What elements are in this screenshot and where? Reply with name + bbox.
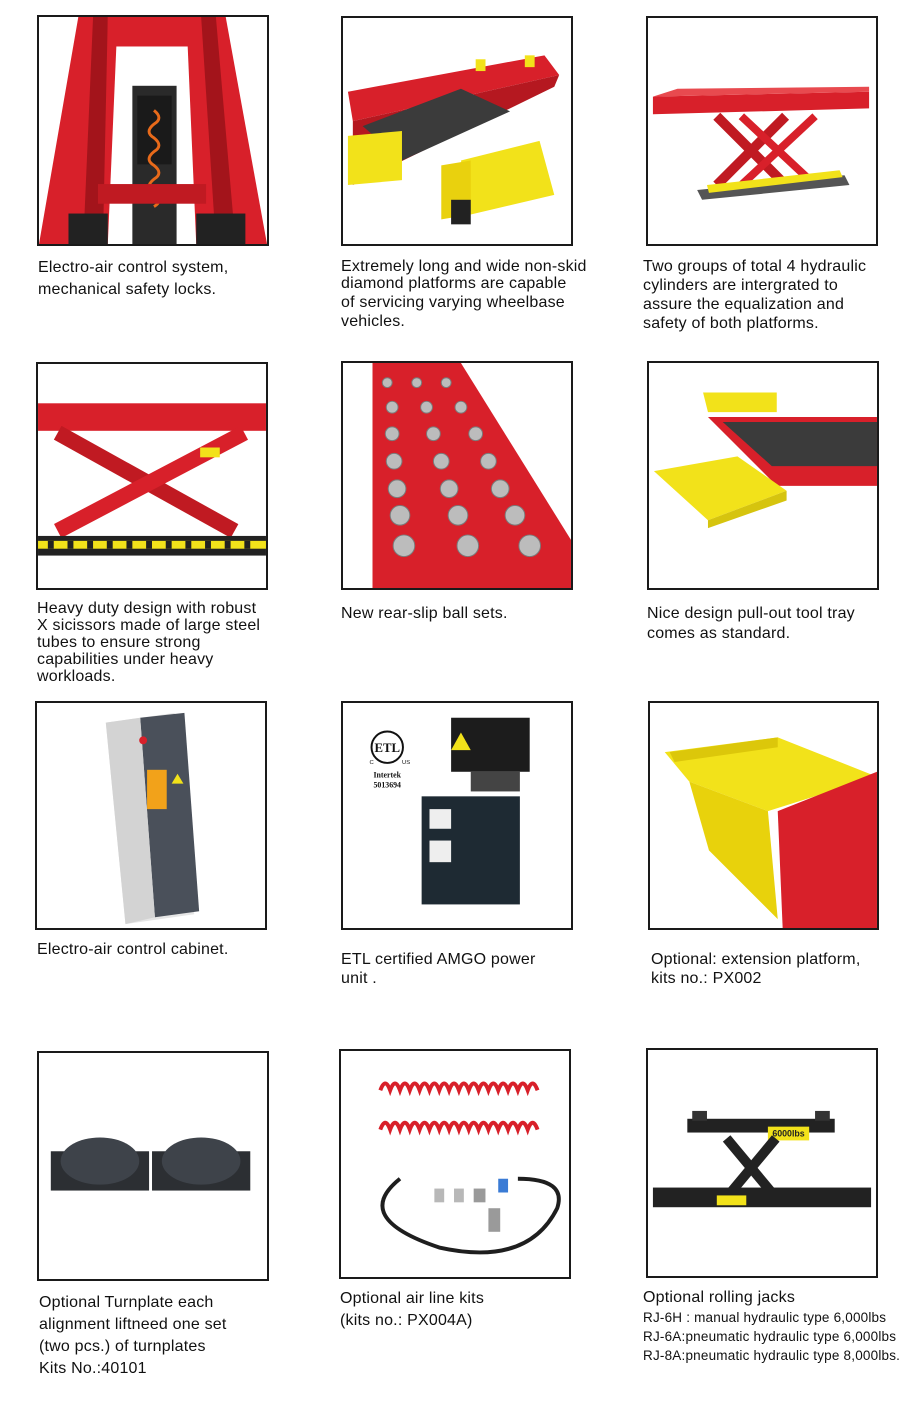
caption-line: safety of both platforms. [643, 315, 819, 332]
etl-number-text: 5013694 [373, 780, 401, 790]
caption-line: Optional air line kits [340, 1290, 485, 1307]
caption-line: kits no.: PX002 [651, 970, 762, 987]
caption-control-system [38, 258, 228, 299]
power-unit-photo [341, 701, 573, 930]
caption-power-unit [341, 950, 536, 988]
tool-tray-photo [647, 361, 879, 590]
diamond-platform-photo [341, 16, 573, 246]
caption-line: workloads. [37, 668, 116, 685]
caption-line: alignment liftneed one set [39, 1316, 227, 1333]
caption-turnplate [39, 1292, 227, 1379]
caption-line: ETL certified AMGO power [341, 951, 536, 968]
etl-c-text: C [369, 759, 374, 766]
caption-line: diamond platforms are capable [341, 275, 567, 292]
caption-hydraulic-cylinders [643, 258, 866, 332]
caption-line: comes as standard. [647, 625, 791, 642]
caption-air-line-kits [340, 1288, 484, 1331]
caption-ball-sets [341, 604, 508, 623]
rear-slip-ball-photo [341, 361, 573, 590]
scissor-lift-control-photo [37, 15, 269, 246]
control-cabinet-photo [35, 701, 267, 930]
caption-line: Nice design pull-out tool tray [647, 605, 855, 622]
caption-line: Extremely long and wide non-skid [341, 258, 587, 275]
caption-line: New rear-slip ball sets. [341, 605, 508, 622]
caption-control-cabinet [37, 940, 228, 959]
caption-line: assure the equalization and [643, 296, 845, 313]
caption-line: Heavy duty design with robust [37, 600, 257, 617]
caption-tool-tray [647, 604, 855, 643]
x-scissors-photo [36, 362, 268, 590]
caption-line: Electro-air control cabinet. [37, 941, 229, 958]
caption-line: unit . [341, 970, 377, 987]
etl-intertek-text: Intertek [373, 770, 401, 780]
caption-line: Optional: extension platform, [651, 951, 861, 968]
jack-spec-line: RJ-6A:pneumatic hydraulic type 6,000lbs [643, 1329, 897, 1344]
caption-long-platforms [341, 258, 587, 330]
rolling-jack-photo [646, 1048, 878, 1278]
scissor-lift-side-photo [646, 16, 878, 246]
caption-line: mechanical safety locks. [38, 281, 217, 298]
caption-line: Optional Turnplate each [39, 1294, 214, 1311]
jack-spec-line: RJ-6H : manual hydraulic type 6,000lbs [643, 1310, 887, 1325]
caption-heavy-duty [37, 600, 260, 685]
caption-line: Electro-air control system, [38, 259, 229, 276]
caption-line: capabilities under heavy [37, 651, 214, 668]
jack-spec-line: RJ-8A:pneumatic hydraulic type 8,000lbs. [643, 1348, 901, 1363]
caption-rolling-jacks [643, 1287, 900, 1365]
caption-line: tubes to ensure strong [37, 634, 201, 651]
caption-line: of servicing varying wheelbase [341, 294, 565, 311]
caption-line: vehicles. [341, 313, 406, 330]
etl-logo-text: ETL [374, 741, 401, 756]
caption-line: Optional rolling jacks [643, 1289, 796, 1306]
etl-us-text: US [401, 759, 411, 766]
extension-platform-photo [648, 701, 879, 930]
caption-line: cylinders are intergrated to [643, 277, 839, 294]
caption-line: Kits No.:40101 [39, 1360, 147, 1377]
caption-line: (kits no.: PX004A) [340, 1312, 473, 1329]
caption-line: X sicissors made of large steel [37, 617, 261, 634]
caption-line: Two groups of total 4 hydraulic [643, 258, 867, 275]
jack-capacity-label: 6000lbs [772, 1128, 805, 1139]
caption-extension-platform [651, 950, 860, 988]
air-line-kit-photo [339, 1049, 571, 1279]
turnplate-photo [37, 1051, 269, 1281]
caption-line: (two pcs.) of turnplates [39, 1338, 206, 1355]
